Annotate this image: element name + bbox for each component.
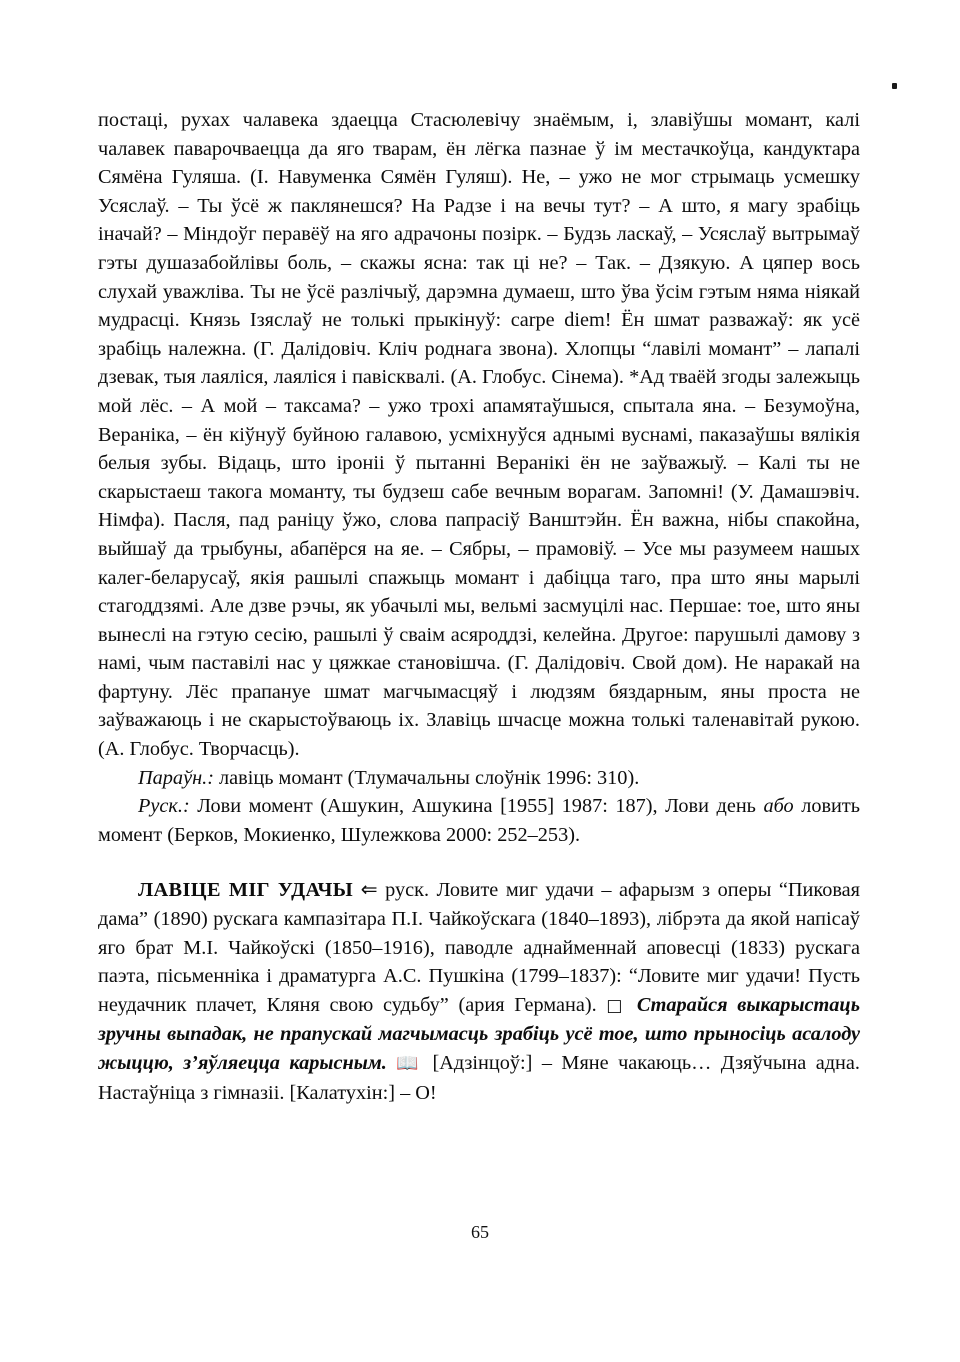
cross-reference-paragraph — [98, 764, 860, 793]
russian-equivalent-text-part2: ловить момент (Берков, Мокиенко, Шулежкова 2000: 252–253). — [98, 795, 861, 846]
scan-artifact-speck — [892, 83, 897, 89]
body-paragraph-1 — [98, 106, 860, 764]
page-number: 65 — [471, 1222, 489, 1242]
body-paragraph-1-text: постаці, рухах чалавека здаецца Стасюлевічу знаёмым, і, злавіўшы момант, калі чалавек паварочваецца да яго тварам, ён лёгка пазнае ў ім местачкоўца, кандуктара Сямёна Гуляша. (І. Навуменка Сямён Гуляш). Не, – ужо не мог стрымаць усмешку Усяслаў. – Ты ўсё ж паклянешся? На Радзе і на вечы тут? – А што, я магу зрабіць іначай? – Міндоўг перавёў на яго адрачоны позірк. – Будзь ласкаў, – Усяслаў вытрымаў гэты душазабойлівы боль, – скажы ясна: так ці не? – Так. – Дзякую. А цяпер вось слухай уважліва. Ты не ўсё разлічыў, дарэмна думаеш, што ўва ўсім гэтым няма ніякай мудрасці. Князь Ізяслаў не толькі прыкінуў: carpe diem! Ён шмат разважаў: як усё зрабіць належна. (Г. Далідовіч. Кліч роднага звона). Хлопцы “лавілі момант” – лапалі дзевак, тыя лаяліся, лаяліся і павісквалі. (А. Глобус. Сінема). *Ад тваёй згоды залежыць мой лёс. – А мой – таксама? – ужо трохі апамятаўшыся, спытала яна. – Безумоўна, Вераніка, – ён кіўнуў буйною галавою, усміхнуўся аднымі вуснамі, паказаўшы вялікія белыя зубы. Відаць, што іроніі ў пытанні Веранікі ён не заўважыў. – Калі ты не скарыстаеш такога моманту, ты будзеш сабе вечным ворагам. Запомні! (У. Дамашэвіч. Німфа). Пасля, пад раніцу ўжо, слова папрасіў Ванштэйн. Ён важна, нібы спакойна, выйшаў да трыбуны, абапёрся на яе. – Сябры, – прамовіў. – Усе мы разумеем нашых калег-беларусаў, якія рашылі спажыць момант і дабіцца таго, пра што яны марылі стагоддзямі. Але дзве рэчы, як убачылі мы, вельмі засмуцілі нас. Першае: тое, што яны вынеслі на гэтую сесію, рашылі ў сваім асяроддзі, келейна. Другое: парушылі дамову з намі, чым паставілі нас у цяжкае становішча. (Г. Далідовіч. Свой дом). Не наракай на фартуну. Лёс прапануе шмат магчымасцяў і людзям бяздарным, яны проста не заўважаюць і не скарыстоўваюць іх. Злавіць шчасце можна толькі таленавітай рукою. (А. Глобус. Творчасць). — [98, 109, 860, 761]
entry-headword: ЛАВІЦЕ МІГ УДАЧЫ — [138, 879, 354, 902]
dictionary-entry — [98, 875, 860, 1107]
cross-reference-label: Параўн.: — [138, 766, 214, 789]
russian-equivalent-text-part1: Лови момент (Ашукин, Ашукина [1955] 1987: 187), Лови день — [197, 795, 764, 818]
entry-citation: [Адзінцоў:] – Мяне чакаюць… Дзяўчына адна. Настаўніца з гімназіі. [Калатухін:] – О! — [98, 1052, 860, 1104]
section-gap — [98, 849, 860, 875]
left-double-arrow-icon: ⇐ — [360, 877, 378, 902]
open-square-icon: □ — [606, 995, 628, 1016]
page-text-block — [98, 106, 860, 1107]
open-book-icon: 📖 — [396, 1053, 423, 1074]
cross-reference-text: лавіць момант (Тлумачальны слоўнік 1996: 310). — [219, 766, 640, 789]
russian-equivalent-label: Руск.: — [138, 795, 190, 818]
russian-equivalent-conjunction: або — [763, 795, 794, 818]
entry-definition: Старайся выкарыстаць зручны выпадак, не прапускай магчымасць зрабіць усё тое, што прыносіць асалоду жыццю, з’яўляецца карысным. — [98, 993, 860, 1074]
entry-etymology: руск. Ловите миг удачи – афарызм з оперы “Пиковая дама” (1890) рускага кампазітара П.І. Чайкоўскага (1840–1893), лібрэта да якой напісаў яго брат М.І. Чайкоўскі (1850–1916), паводле аднайменнай аповесці (1833) рускага паэта, пісьменніка і драматурга А.С. Пушкіна (1799–1837): “Ловите миг удачи! Пусть неудачник плачет, Кляня свою судьбу” (ария Германа). — [98, 879, 860, 1016]
russian-equivalent-paragraph — [98, 792, 860, 849]
